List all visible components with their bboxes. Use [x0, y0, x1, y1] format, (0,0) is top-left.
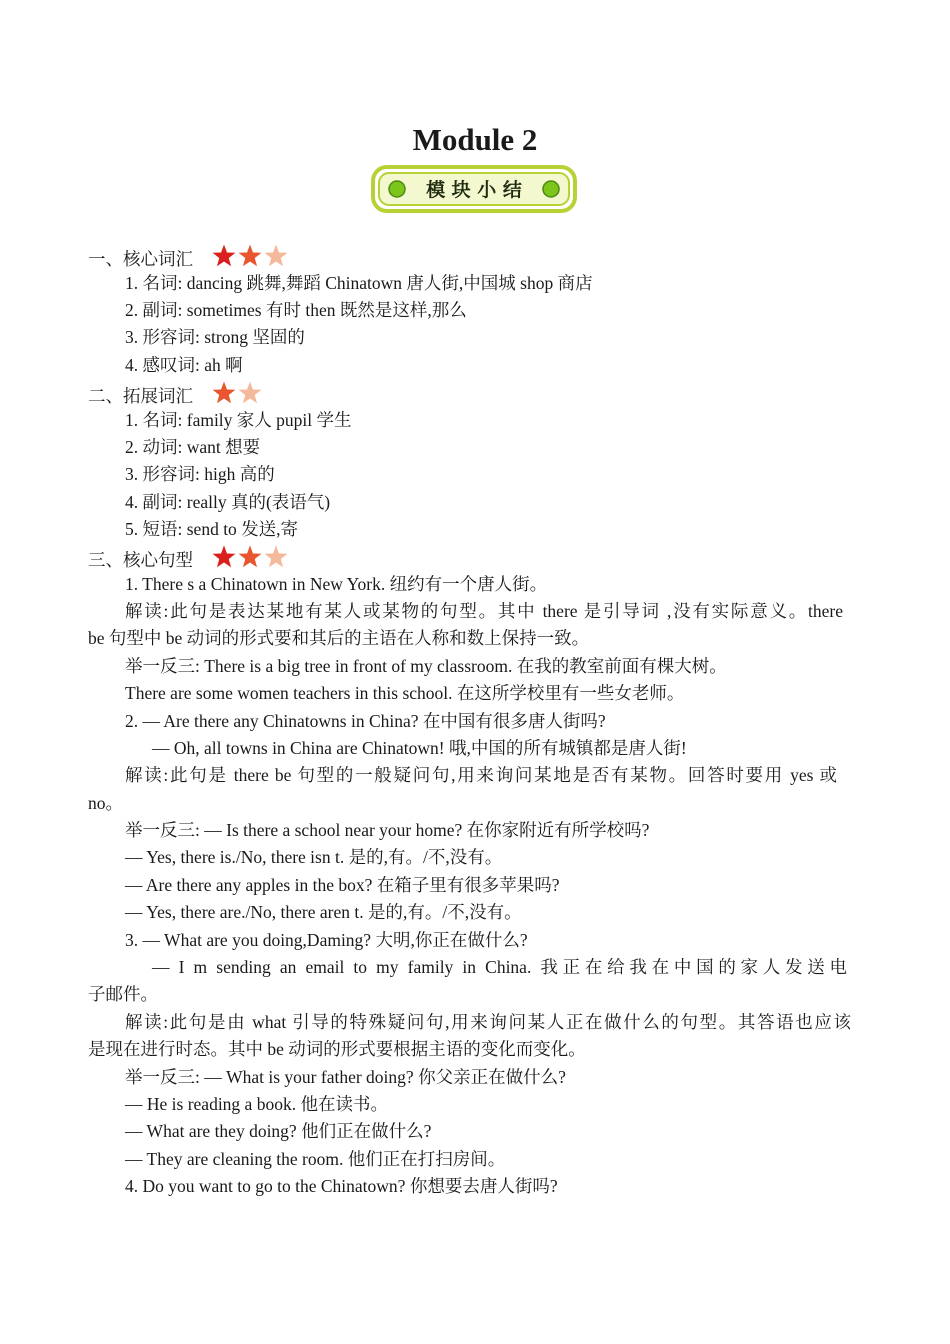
sentence-item: — I m sending an email to my family in China. 我正在给我在中国的家人发送电	[152, 957, 847, 977]
sentence-item: 1. There s a Chinatown in New York. 纽约有一个唐人街。	[125, 574, 548, 594]
list-item: 5. 短语: send to 发送,寄	[125, 519, 299, 539]
sentence-item: 3. — What are you doing,Daming? 大明,你正在做什么?	[125, 930, 528, 950]
badge-dot-left	[389, 181, 405, 197]
stars-svg	[211, 545, 293, 569]
list-item: 3. 形容词: high 高的	[125, 464, 275, 484]
star-icon	[213, 382, 236, 404]
note-text: no。	[88, 793, 123, 813]
list-item: 1. 名词: family 家人 pupil 学生	[125, 410, 352, 430]
badge-text: 模 块 小 结	[426, 179, 522, 201]
note-text: 解读:此句是表达某地有某人或某物的句型。其中 there 是引导词 ,没有实际意义。there	[125, 601, 843, 621]
rating-stars	[211, 381, 267, 410]
list-item: 2. 动词: want 想要	[125, 437, 261, 457]
example-text: — What are they doing? 他们正在做什么?	[125, 1121, 432, 1141]
section-ext-vocab-heading: 二、拓展词汇	[88, 381, 267, 410]
stars-svg	[211, 381, 267, 405]
section-core-vocab-heading: 一、核心词汇	[88, 244, 293, 273]
sentence-item: — Oh, all towns in China are Chinatown! 哦,中国的所有城镇都是唐人街!	[152, 738, 687, 758]
star-icon	[239, 382, 262, 404]
example-text: — Yes, there is./No, there isn t. 是的,有。/不,没有。	[125, 847, 503, 867]
star-icon	[213, 546, 236, 568]
star-icon	[213, 245, 236, 267]
list-item: 3. 形容词: strong 坚固的	[125, 327, 305, 347]
sentence-item: 4. Do you want to go to the Chinatown? 你想要去唐人街吗?	[125, 1176, 558, 1196]
badge-dot-right	[543, 181, 559, 197]
note-text: 解读:此句是 there be 句型的一般疑问句,用来询问某地是否有某物。回答时要用 yes 或	[125, 765, 837, 785]
star-icon	[239, 546, 262, 568]
stars-svg	[211, 244, 293, 268]
example-text: — He is reading a book. 他在读书。	[125, 1094, 388, 1114]
note-text: be 句型中 be 动词的形式要和其后的主语在人称和数上保持一致。	[88, 628, 590, 648]
page-title: Module 2	[412, 122, 538, 157]
star-icon	[239, 245, 262, 267]
list-item: 4. 感叹词: ah 啊	[125, 355, 243, 375]
sentence-item: 2. — Are there any Chinatowns in China? 在中国有很多唐人街吗?	[125, 711, 606, 731]
example-text: 举一反三: — What is your father doing? 你父亲正在做什么?	[125, 1067, 566, 1087]
list-item: 4. 副词: really 真的(表语气)	[125, 492, 331, 512]
star-icon	[265, 546, 288, 568]
section-core-sentences-heading: 三、核心句型	[88, 545, 293, 574]
example-text: 举一反三: There is a big tree in front of my classroom. 在我的教室前面有棵大树。	[125, 656, 727, 676]
note-text: 解读:此句是由 what 引导的特殊疑问句,用来询问某人正在做什么的句型。其答语也应该	[125, 1012, 851, 1032]
list-item: 2. 副词: sometimes 有时 then 既然是这样,那么	[125, 300, 467, 320]
example-text: — Are there any apples in the box? 在箱子里有很多苹果吗?	[125, 875, 560, 895]
module-summary-badge	[371, 165, 577, 213]
example-text: 举一反三: — Is there a school near your home? 在你家附近有所学校吗?	[125, 820, 650, 840]
sentence-item: 子邮件。	[88, 984, 158, 1004]
rating-stars	[211, 244, 293, 273]
example-text: — Yes, there are./No, there aren t. 是的,有。/不,没有。	[125, 902, 522, 922]
note-text: 是现在进行时态。其中 be 动词的形式要根据主语的变化而变化。	[88, 1039, 586, 1059]
list-item: 1. 名词: dancing 跳舞,舞蹈 Chinatown 唐人街,中国城 shop 商店	[125, 273, 593, 293]
example-text: There are some women teachers in this school. 在这所学校里有一些女老师。	[125, 683, 685, 703]
star-icon	[265, 245, 288, 267]
example-text: — They are cleaning the room. 他们正在打扫房间。	[125, 1149, 506, 1169]
rating-stars	[211, 545, 293, 574]
